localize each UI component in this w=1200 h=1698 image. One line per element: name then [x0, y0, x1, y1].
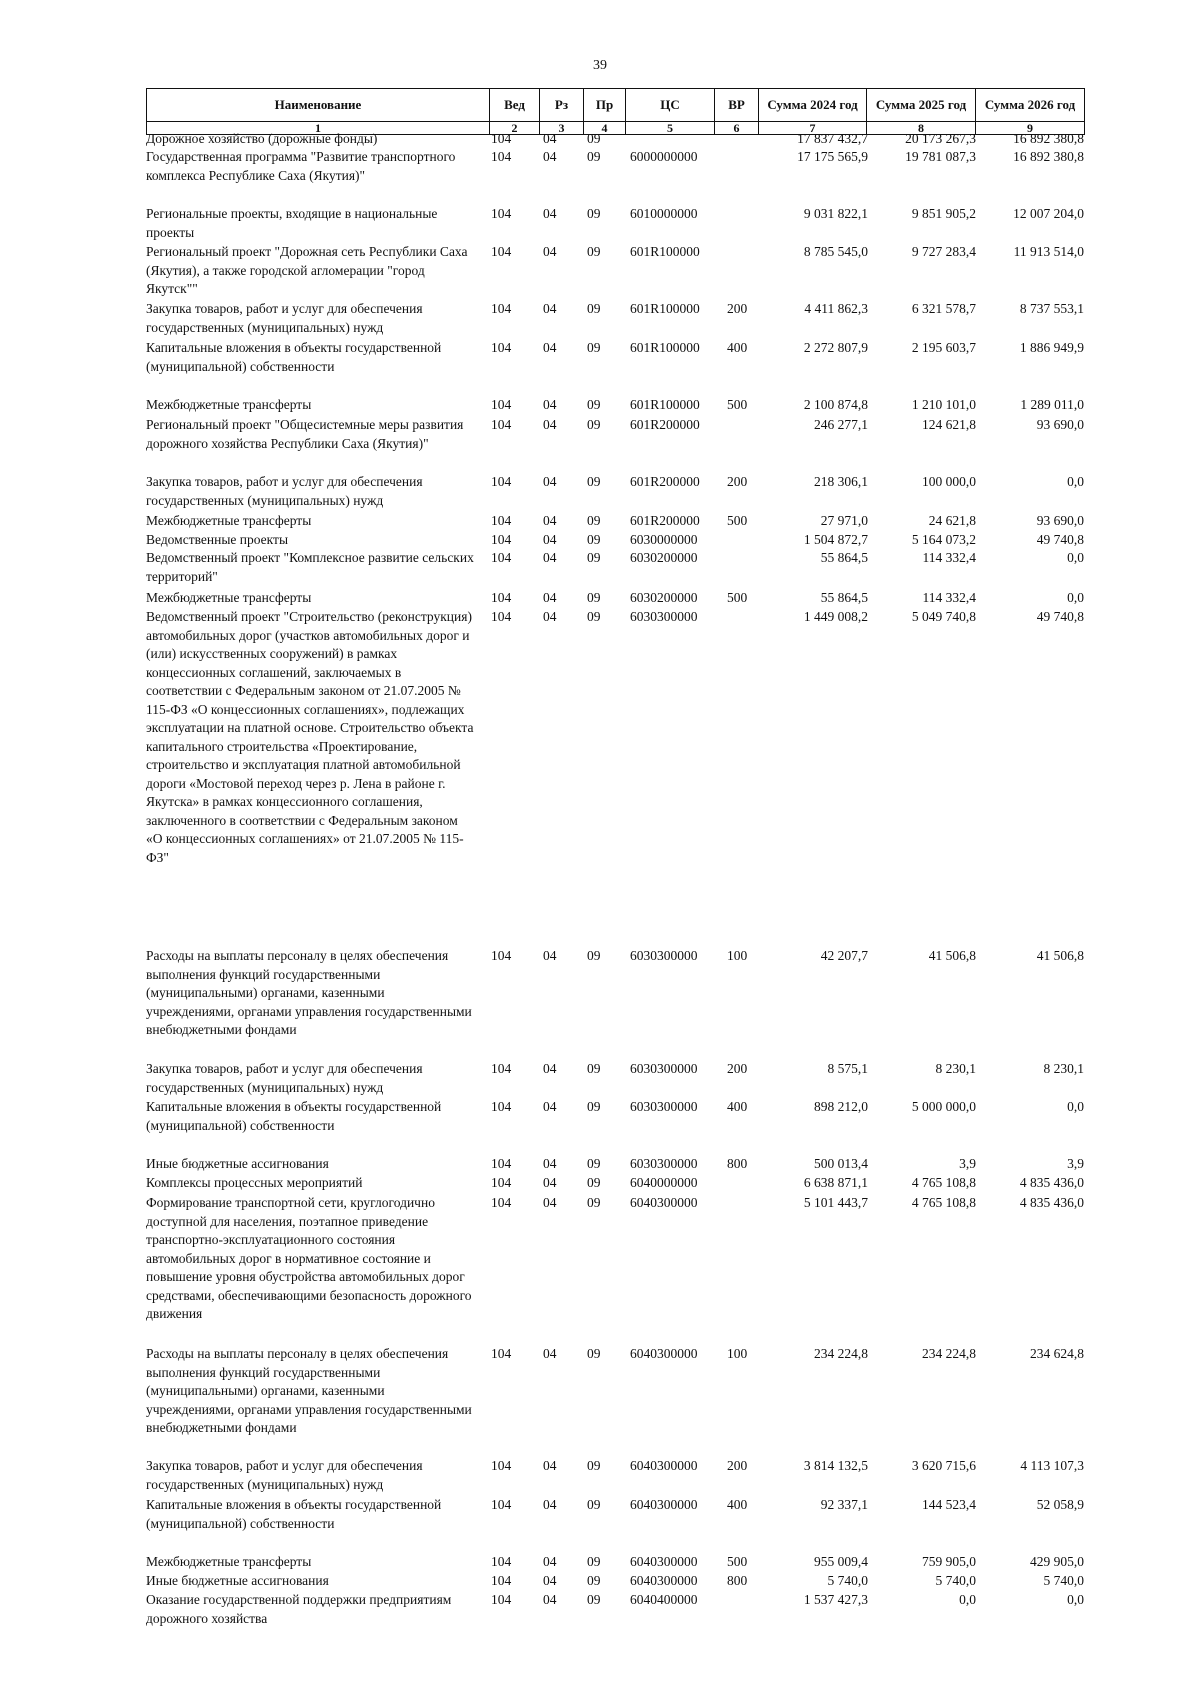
row-ved: 104: [491, 948, 512, 963]
row-name: Межбюджетные трансферты: [146, 513, 312, 528]
row-rz: 04: [543, 417, 557, 432]
row-sum-2024: 218 306,1: [814, 474, 868, 489]
row-rz: 04: [543, 1458, 557, 1473]
row-rz: 04: [543, 244, 557, 259]
row-rz: 04: [543, 1195, 557, 1210]
row-sum-2026: 49 740,8: [1036, 609, 1084, 624]
row-pr: 09: [587, 301, 601, 316]
row-sum-2026: 4 113 107,3: [1020, 1458, 1084, 1473]
row-cs: 601R200000: [630, 417, 700, 432]
col-header-sum-2024: Сумма 2024 год: [759, 89, 867, 122]
row-sum-2026: 8 737 553,1: [1019, 301, 1084, 316]
row-cs: 601R200000: [630, 513, 700, 528]
row-rz: 04: [543, 1156, 557, 1171]
row-name: Иные бюджетные ассигнования: [146, 1573, 329, 1588]
row-sum-2026: 1 289 011,0: [1020, 397, 1084, 412]
row-pr: 09: [587, 550, 601, 565]
col-number: 1: [147, 122, 490, 135]
row-sum-2026: 0,0: [1067, 1592, 1084, 1607]
row-sum-2026: 0,0: [1067, 474, 1084, 489]
row-sum-2026: 93 690,0: [1036, 513, 1084, 528]
row-sum-2024: 246 277,1: [814, 417, 868, 432]
row-rz: 04: [543, 1497, 557, 1512]
row-pr: 09: [587, 590, 601, 605]
row-sum-2025: 8 230,1: [935, 1061, 976, 1076]
row-pr: 09: [587, 1592, 601, 1607]
row-sum-2025: 0,0: [959, 1592, 976, 1607]
row-ved: 104: [491, 609, 512, 624]
row-pr: 09: [587, 340, 601, 355]
row-ved: 104: [491, 301, 512, 316]
row-vr: 200: [727, 1061, 748, 1076]
row-cs: 6030000000: [630, 532, 698, 547]
row-name: Ведомственные проекты: [146, 532, 289, 547]
row-ved: 104: [491, 397, 512, 412]
row-cs: 6040400000: [630, 1592, 698, 1607]
row-vr: 400: [727, 1099, 748, 1114]
row-rz: 04: [543, 532, 557, 547]
row-cs: 6030200000: [630, 590, 698, 605]
row-name: Межбюджетные трансферты: [146, 1554, 312, 1569]
row-rz: 04: [543, 340, 557, 355]
table-header: [146, 88, 1085, 135]
col-number: 4: [584, 122, 626, 135]
row-cs: 6040300000: [630, 1346, 698, 1361]
row-rz: 04: [543, 1573, 557, 1588]
row-rz: 04: [543, 301, 557, 316]
row-ved: 104: [491, 1573, 512, 1588]
row-name: Закупка товаров, работ и услуг для обеспечения государственных (муниципальных) нужд: [146, 1458, 423, 1492]
row-sum-2026: 4 835 436,0: [1019, 1195, 1084, 1210]
row-ved: 104: [491, 1458, 512, 1473]
row-rz: 04: [543, 550, 557, 565]
row-sum-2024: 92 337,1: [820, 1497, 868, 1512]
row-sum-2026: 429 905,0: [1030, 1554, 1084, 1569]
row-pr: 09: [587, 1346, 601, 1361]
row-pr: 09: [587, 1573, 601, 1588]
row-cs: 6040300000: [630, 1554, 698, 1569]
row-rz: 04: [543, 206, 557, 221]
row-cs: 6030300000: [630, 609, 698, 624]
row-ved: 104: [491, 417, 512, 432]
col-header-sum-2025: Сумма 2025 год: [867, 89, 976, 122]
row-pr: 09: [587, 1195, 601, 1210]
row-sum-2024: 9 031 822,1: [803, 206, 868, 221]
row-vr: 200: [727, 474, 748, 489]
row-ved: 104: [491, 1175, 512, 1190]
row-name: Ведомственный проект "Строительство (реконструкция) автомобильных дорог (участков автомобильных дорог и (или) искусственных сооружений) в рамках концессионных соглашений, заключаемых в соответствии с Федеральным законом от 21.07.2005 № 115-ФЗ «О концессионных соглашениях», подлежащих эксплуатации на платной основе. Строительство объекта капитального строительства «Проектирование, строительство и эксплуатация платной автомобильной дороги «Мостовой переход через р. Лена в районе г. Якутска» в рамках концессионного соглашения, заключенного в соответствии с Федеральным законом «О концессионных соглашениях» от 21.07.2005 № 115-ФЗ": [146, 609, 474, 865]
row-sum-2026: 16 892 380,8: [1013, 131, 1084, 146]
row-sum-2025: 1 210 101,0: [911, 397, 976, 412]
row-pr: 09: [587, 1175, 601, 1190]
row-name: Региональный проект "Общесистемные меры развития дорожного хозяйства Республики Саха (Якутия)": [146, 417, 464, 451]
row-sum-2024: 55 864,5: [820, 550, 868, 565]
row-sum-2025: 24 621,8: [928, 513, 976, 528]
row-ved: 104: [491, 550, 512, 565]
row-sum-2025: 19 781 087,3: [905, 149, 976, 164]
row-rz: 04: [543, 513, 557, 528]
row-ved: 104: [491, 1099, 512, 1114]
row-sum-2025: 20 173 267,3: [905, 131, 976, 146]
row-cs: 601R100000: [630, 397, 700, 412]
row-cs: 601R100000: [630, 244, 700, 259]
row-sum-2026: 93 690,0: [1036, 417, 1084, 432]
row-ved: 104: [491, 149, 512, 164]
row-sum-2024: 3 814 132,5: [803, 1458, 868, 1473]
row-cs: 601R100000: [630, 301, 700, 316]
row-rz: 04: [543, 948, 557, 963]
row-ved: 104: [491, 244, 512, 259]
row-sum-2024: 42 207,7: [820, 948, 868, 963]
row-pr: 09: [587, 1099, 601, 1114]
row-rz: 04: [543, 1592, 557, 1607]
row-pr: 09: [587, 149, 601, 164]
col-number: 6: [715, 122, 759, 135]
row-rz: 04: [543, 131, 557, 146]
row-sum-2025: 144 523,4: [922, 1497, 976, 1512]
row-rz: 04: [543, 474, 557, 489]
row-pr: 09: [587, 474, 601, 489]
row-vr: 200: [727, 1458, 748, 1473]
row-sum-2025: 5 740,0: [935, 1573, 976, 1588]
row-cs: 6030200000: [630, 550, 698, 565]
row-cs: 6040300000: [630, 1195, 698, 1210]
row-cs: 6030300000: [630, 1099, 698, 1114]
row-rz: 04: [543, 149, 557, 164]
row-name: Капитальные вложения в объекты государственной (муниципальной) собственности: [146, 1497, 442, 1531]
row-cs: 6030300000: [630, 1156, 698, 1171]
row-sum-2026: 0,0: [1067, 550, 1084, 565]
row-ved: 104: [491, 1346, 512, 1361]
row-name: Государственная программа "Развитие транспортного комплекса Республике Саха (Якутия)": [146, 149, 456, 183]
row-name: Региональный проект "Дорожная сеть Республики Саха (Якутия), а также городской агломерации "город Якутск"": [146, 244, 468, 296]
row-sum-2026: 234 624,8: [1030, 1346, 1084, 1361]
row-sum-2026: 4 835 436,0: [1019, 1175, 1084, 1190]
row-name: Формирование транспортной сети, круглогодично доступной для населения, поэтапное приведение транспортно-эксплуатационного состояния автомобильных дорог в нормативное состояние и повышение уровня обустройства автомобильных дорог средствами, обеспечивающими безопасность дорожного движения: [146, 1195, 472, 1321]
row-sum-2025: 124 621,8: [922, 417, 976, 432]
row-name: Закупка товаров, работ и услуг для обеспечения государственных (муниципальных) нужд: [146, 474, 423, 508]
row-sum-2024: 500 013,4: [814, 1156, 868, 1171]
col-number: 3: [540, 122, 584, 135]
col-number: 5: [626, 122, 715, 135]
row-vr: 500: [727, 1554, 748, 1569]
row-pr: 09: [587, 1061, 601, 1076]
row-sum-2025: 3 620 715,6: [911, 1458, 976, 1473]
row-ved: 104: [491, 1156, 512, 1171]
row-ved: 104: [491, 206, 512, 221]
row-sum-2026: 52 058,9: [1036, 1497, 1084, 1512]
row-sum-2024: 4 411 862,3: [804, 301, 868, 316]
row-sum-2024: 17 175 565,9: [797, 149, 868, 164]
row-name: Капитальные вложения в объекты государственной (муниципальной) собственности: [146, 340, 442, 374]
row-rz: 04: [543, 609, 557, 624]
row-sum-2025: 3,9: [959, 1156, 976, 1171]
row-ved: 104: [491, 513, 512, 528]
row-name: Капитальные вложения в объекты государственной (муниципальной) собственности: [146, 1099, 442, 1133]
page-number: 39: [593, 58, 607, 73]
row-sum-2024: 8 785 545,0: [803, 244, 868, 259]
row-sum-2026: 11 913 514,0: [1013, 244, 1084, 259]
row-pr: 09: [587, 397, 601, 412]
row-sum-2024: 55 864,5: [820, 590, 868, 605]
row-pr: 09: [587, 244, 601, 259]
row-name: Расходы на выплаты персоналу в целях обеспечения выполнения функций государственными (муниципальными) органами, казенными учреждениями, органами управления государственными внебюджетными фондами: [146, 948, 472, 1037]
row-sum-2025: 114 332,4: [922, 550, 976, 565]
col-header-name: Наименование: [147, 89, 490, 122]
row-name: Иные бюджетные ассигнования: [146, 1156, 329, 1171]
row-ved: 104: [491, 1554, 512, 1569]
row-sum-2024: 1 504 872,7: [803, 532, 868, 547]
col-header-vr: ВР: [715, 89, 759, 122]
row-sum-2024: 17 837 432,7: [797, 131, 868, 146]
row-sum-2024: 2 272 807,9: [803, 340, 868, 355]
row-cs: 601R100000: [630, 340, 700, 355]
row-cs: 6030300000: [630, 1061, 698, 1076]
col-header-pr: Пр: [584, 89, 626, 122]
row-sum-2025: 2 195 603,7: [911, 340, 976, 355]
row-rz: 04: [543, 1099, 557, 1114]
row-sum-2026: 41 506,8: [1036, 948, 1084, 963]
col-header-cs: ЦС: [626, 89, 715, 122]
row-name: Закупка товаров, работ и услуг для обеспечения государственных (муниципальных) нужд: [146, 1061, 423, 1095]
row-sum-2025: 234 224,8: [922, 1346, 976, 1361]
row-pr: 09: [587, 513, 601, 528]
row-name: Ведомственный проект "Комплексное развитие сельских территорий": [146, 550, 474, 584]
row-cs: 6040000000: [630, 1175, 698, 1190]
row-vr: 500: [727, 513, 748, 528]
row-sum-2026: 0,0: [1067, 1099, 1084, 1114]
row-sum-2024: 1 449 008,2: [803, 609, 868, 624]
row-vr: 500: [727, 590, 748, 605]
col-header-ved: Вед: [490, 89, 540, 122]
row-cs: 6040300000: [630, 1458, 698, 1473]
row-pr: 09: [587, 532, 601, 547]
col-number: 2: [490, 122, 540, 135]
row-vr: 400: [727, 1497, 748, 1512]
row-sum-2024: 5 740,0: [827, 1573, 868, 1588]
col-number: 9: [976, 122, 1085, 135]
row-pr: 09: [587, 948, 601, 963]
row-sum-2024: 6 638 871,1: [803, 1175, 868, 1190]
row-vr: 800: [727, 1156, 748, 1171]
row-vr: 100: [727, 948, 748, 963]
row-ved: 104: [491, 340, 512, 355]
row-vr: 500: [727, 397, 748, 412]
row-sum-2024: 2 100 874,8: [803, 397, 868, 412]
row-sum-2024: 898 212,0: [814, 1099, 868, 1114]
row-pr: 09: [587, 206, 601, 221]
row-sum-2024: 234 224,8: [814, 1346, 868, 1361]
row-vr: 800: [727, 1573, 748, 1588]
row-ved: 104: [491, 1497, 512, 1512]
row-sum-2025: 6 321 578,7: [911, 301, 976, 316]
row-ved: 104: [491, 1592, 512, 1607]
row-sum-2024: 5 101 443,7: [803, 1195, 868, 1210]
row-name: Комплексы процессных мероприятий: [146, 1175, 363, 1190]
row-sum-2026: 0,0: [1067, 590, 1084, 605]
col-number: 7: [759, 122, 867, 135]
row-sum-2026: 49 740,8: [1036, 532, 1084, 547]
row-ved: 104: [491, 590, 512, 605]
row-ved: 104: [491, 474, 512, 489]
row-sum-2026: 5 740,0: [1043, 1573, 1084, 1588]
row-ved: 104: [491, 532, 512, 547]
row-cs: 6040300000: [630, 1573, 698, 1588]
row-vr: 400: [727, 340, 748, 355]
row-rz: 04: [543, 590, 557, 605]
row-pr: 09: [587, 417, 601, 432]
row-ved: 104: [491, 131, 512, 146]
row-ved: 104: [491, 1195, 512, 1210]
row-sum-2024: 8 575,1: [827, 1061, 868, 1076]
row-sum-2026: 1 886 949,9: [1019, 340, 1084, 355]
row-pr: 09: [587, 131, 601, 146]
row-sum-2026: 16 892 380,8: [1013, 149, 1084, 164]
row-rz: 04: [543, 1554, 557, 1569]
row-name: Оказание государственной поддержки предприятиям дорожного хозяйства: [146, 1592, 452, 1626]
row-sum-2025: 5 164 073,2: [911, 532, 976, 547]
row-sum-2025: 759 905,0: [922, 1554, 976, 1569]
row-cs: 6040300000: [630, 1497, 698, 1512]
row-rz: 04: [543, 1346, 557, 1361]
row-sum-2025: 41 506,8: [928, 948, 976, 963]
row-rz: 04: [543, 1175, 557, 1190]
row-rz: 04: [543, 1061, 557, 1076]
row-sum-2025: 4 765 108,8: [911, 1195, 976, 1210]
row-name: Расходы на выплаты персоналу в целях обеспечения выполнения функций государственными (муниципальными) органами, казенными учреждениями, органами управления государственными внебюджетными фондами: [146, 1346, 472, 1435]
row-ved: 104: [491, 1061, 512, 1076]
row-pr: 09: [587, 1458, 601, 1473]
col-number: 8: [867, 122, 976, 135]
row-sum-2025: 9 851 905,2: [911, 206, 976, 221]
row-vr: 200: [727, 301, 748, 316]
row-sum-2025: 4 765 108,8: [911, 1175, 976, 1190]
col-header-sum-2026: Сумма 2026 год: [976, 89, 1085, 122]
row-cs: 6000000000: [630, 149, 698, 164]
row-sum-2025: 114 332,4: [922, 590, 976, 605]
row-pr: 09: [587, 1554, 601, 1569]
row-pr: 09: [587, 609, 601, 624]
row-pr: 09: [587, 1497, 601, 1512]
row-sum-2025: 100 000,0: [922, 474, 976, 489]
col-header-rz: Рз: [540, 89, 584, 122]
row-name: Дорожное хозяйство (дорожные фонды): [146, 131, 378, 146]
row-vr: 100: [727, 1346, 748, 1361]
row-rz: 04: [543, 397, 557, 412]
row-sum-2026: 3,9: [1067, 1156, 1084, 1171]
row-cs: 6010000000: [630, 206, 698, 221]
row-sum-2025: 9 727 283,4: [911, 244, 976, 259]
row-sum-2024: 27 971,0: [820, 513, 868, 528]
row-sum-2025: 5 000 000,0: [911, 1099, 976, 1114]
row-sum-2025: 5 049 740,8: [911, 609, 976, 624]
row-name: Межбюджетные трансферты: [146, 397, 312, 412]
row-sum-2026: 8 230,1: [1043, 1061, 1084, 1076]
row-cs: 6030300000: [630, 948, 698, 963]
row-name: Межбюджетные трансферты: [146, 590, 312, 605]
row-sum-2024: 1 537 427,3: [803, 1592, 868, 1607]
row-sum-2026: 12 007 204,0: [1013, 206, 1084, 221]
row-pr: 09: [587, 1156, 601, 1171]
row-name: Региональные проекты, входящие в национальные проекты: [146, 206, 438, 240]
row-sum-2024: 955 009,4: [814, 1554, 868, 1569]
row-cs: 601R200000: [630, 474, 700, 489]
row-name: Закупка товаров, работ и услуг для обеспечения государственных (муниципальных) нужд: [146, 301, 423, 335]
